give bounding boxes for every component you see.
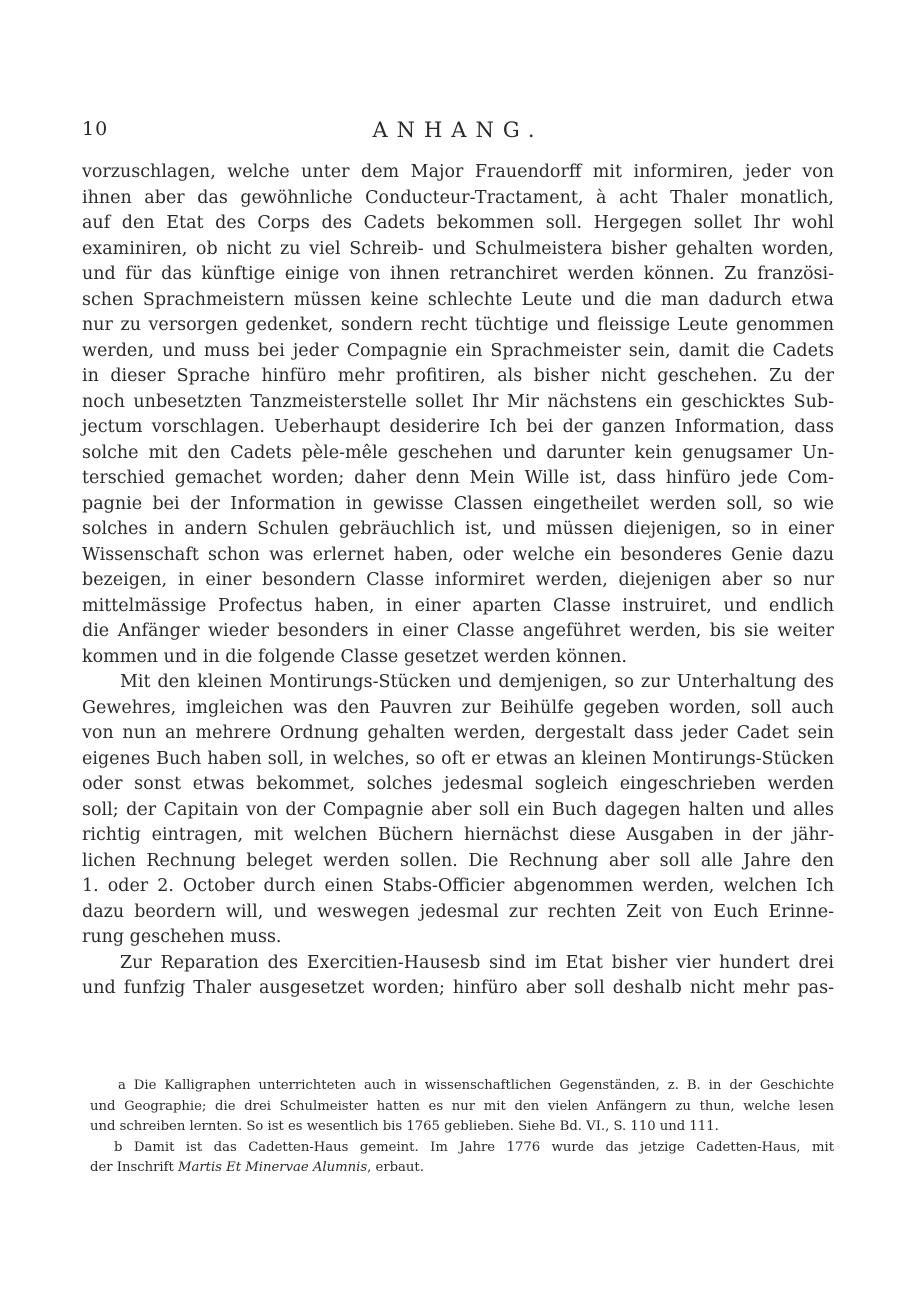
footnote-line (90, 1158, 834, 1179)
footnotes (90, 1076, 834, 1179)
text-line: oder sonst etwas bekommet, solches jedesmal sogleich eingeschrieben werden (82, 774, 834, 794)
text-line: vorzuschlagen, welche unter dem Major Frauendorff mit informiren, jeder von (82, 162, 834, 182)
text-line: Mit den kleinen Montirungs-Stücken und demjenigen, so zur Unterhaltung des (120, 672, 834, 692)
footnote-line: und Geographie; die drei Schulmeister hatten es nur mit den vielen Anfängern zu thun, welche lesen (90, 1098, 834, 1114)
text-line: pagnie bei der Information in gewisse Classen eingetheilet werden soll, so wie (82, 493, 834, 514)
page-number: 10 (82, 118, 109, 140)
text-line: richtig eintragen, mit welchen Büchern hiernächst diese Ausgaben in der jähr- (82, 825, 834, 845)
text-line: rung geschehen muss. (82, 927, 282, 947)
footnote-line: b Damit ist das Cadetten-Haus gemeint. Im Jahre 1776 wurde das jetzige Cadetten-Haus, mit (114, 1139, 834, 1155)
text-line: Zur Reparation des Exercitien-Hausesb sind im Etat bisher vier hundert drei (120, 952, 834, 973)
text-line: werden, und muss bei jeder Compagnie ein Sprachmeister sein, damit die Cadets (82, 340, 834, 361)
text-line: schen Sprachmeistern müssen keine schlechte Leute und die man dadurch etwa (82, 289, 834, 310)
text-line: lichen Rechnung beleget werden sollen. Die Rechnung aber soll alle Jahre den (82, 850, 834, 871)
body-text (82, 160, 834, 1002)
inscription-text: Martis Et Minervae Alumnis (178, 1160, 368, 1175)
text-line: jectum vorschlagen. Ueberhaupt desiderire Ich bei der ganzen Information, dass (82, 417, 834, 437)
text-line: von nun an mehrere Ordnung gehalten werden, dergestalt dass jeder Cadet sein (82, 723, 834, 743)
text-line: kommen und in die folgende Classe gesetzet werden können. (82, 646, 627, 667)
footnote-b (90, 1138, 834, 1179)
text-line: dazu beordern will, und weswegen jedesmal zur rechten Zeit von Euch Erinne- (82, 901, 834, 922)
footnote-line: a Die Kalligraphen unterrichteten auch in wissenschaftlichen Gegenständen, z. B. in der Geschichte (118, 1078, 834, 1093)
running-head: ANHANG. (372, 118, 544, 142)
text-line: Wissenschaft schon was erlernet haben, oder welche ein besonderes Genie dazu (82, 544, 834, 565)
text-line: in dieser Sprache hinfüro mehr profitiren, als bisher nicht geschehen. Zu der (82, 366, 834, 386)
text-line: auf den Etat des Corps des Cadets bekommen soll. Hergegen sollet Ihr wohl (82, 213, 834, 233)
text-line: bezeigen, in einer besondern Classe informiret werden, diejenigen aber so nur (82, 570, 834, 590)
text-line: examiniren, ob nicht zu viel Schreib- und Schulmeistera bisher gehalten worden, (82, 238, 834, 259)
text-line: ihnen aber das gewöhnliche Conducteur-Tractament, à acht Thaler monatlich, (82, 187, 834, 208)
text-line: nur zu versorgen gedenket, sondern recht tüchtige und fleissige Leute genommen (82, 315, 834, 335)
footnote-a (90, 1076, 834, 1138)
text-line: Gewehres, imgleichen was den Pauvren zur Beihülfe gegeben worden, soll auch (82, 697, 834, 718)
paragraph-1 (82, 160, 834, 670)
paragraph-2 (82, 670, 834, 951)
text-line: die Anfänger wieder besonders in einer Classe angeführet werden, bis sie weiter (82, 621, 834, 641)
footnote-text: , erbaut. (367, 1160, 424, 1175)
paragraph-3 (82, 951, 834, 1002)
page-header (82, 118, 834, 150)
text-line: mittelmässige Profectus haben, in einer aparten Classe instruiret, und endlich (82, 595, 834, 616)
text-line: eigenes Buch haben soll, in welches, so oft er etwas an kleinen Montirungs-Stücken (82, 748, 834, 769)
text-line: solche mit den Cadets pèle-mêle geschehen und darunter kein genugsamer Un- (82, 442, 834, 463)
text-line: und für das künftige einige von ihnen retranchiret werden können. Zu französi- (82, 264, 834, 284)
text-line: soll; der Capitain von der Compagnie aber soll ein Buch dagegen halten und alles (82, 799, 834, 820)
text-line: terschied gemachet worden; daher denn Mein Wille ist, dass hinfüro jede Com- (82, 468, 834, 488)
text-line: solches in andern Schulen gebräuchlich ist, und müssen diejenigen, so in einer (82, 519, 834, 539)
footnote-text: der Inschrift (90, 1160, 178, 1175)
text-line: und funfzig Thaler ausgesetzet worden; hinfüro aber soll deshalb nicht mehr pas- (82, 978, 834, 998)
text-line: noch unbesetzten Tanzmeisterstelle sollet Ihr Mir nächstens ein geschicktes Sub- (82, 391, 834, 412)
text-line: 1. oder 2. October durch einen Stabs-Officier abgenommen werden, welchen Ich (82, 876, 834, 896)
footnote-line: und schreiben lernten. So ist es wesentlich bis 1765 geblieben. Siehe Bd. VI., S. 110 und 111. (90, 1119, 719, 1134)
